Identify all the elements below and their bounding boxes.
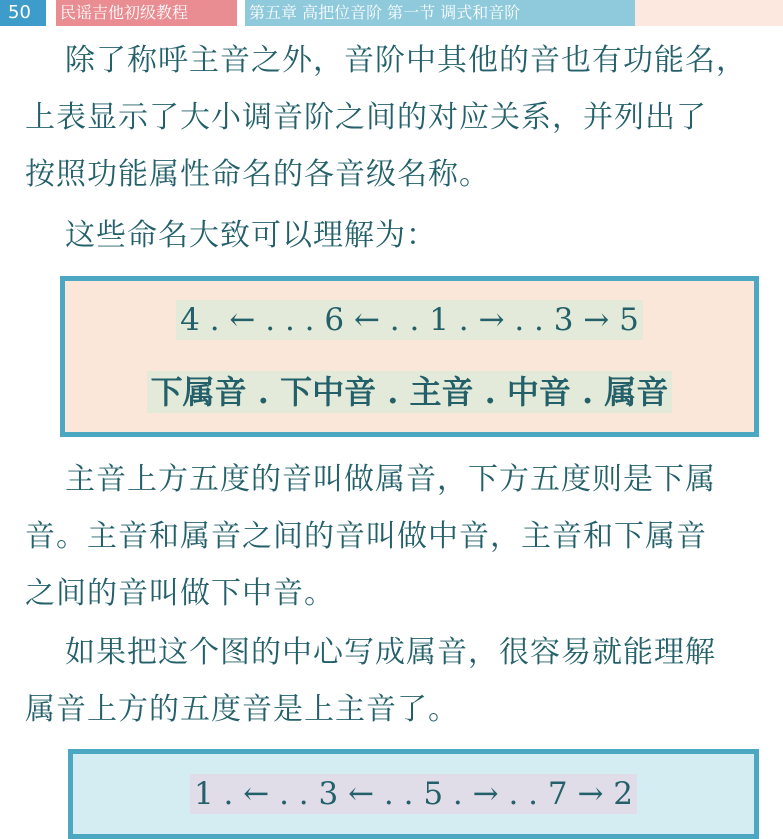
- paragraph-line: 之间的音叫做下中音。: [25, 576, 335, 611]
- page-number: 50: [0, 0, 46, 26]
- paragraph-line: 主音上方五度的音叫做属音，下方五度则是下属: [65, 462, 716, 497]
- scale-degree-sequence: [65, 302, 754, 338]
- paragraph-line: 按照功能属性命名的各音级名称。: [25, 157, 490, 192]
- paragraph-line: 除了称呼主音之外，音阶中其他的音也有功能名，: [65, 43, 747, 78]
- page-header: [0, 0, 783, 26]
- header-decoration: [635, 0, 783, 26]
- degree-names-box: [60, 276, 759, 437]
- paragraph-line: 这些命名大致可以理解为：: [65, 218, 437, 253]
- paragraph-line: 属音上方的五度音是上主音了。: [25, 692, 459, 727]
- paragraph-line: 音。主音和属音之间的音叫做中音，主音和下属音: [25, 519, 707, 554]
- dominant-centered-box: [68, 749, 759, 839]
- book-title: 民谣吉他初级教程: [56, 0, 237, 26]
- scale-degree-sequence: [73, 776, 754, 812]
- scale-degree-numbers: 4 . ← . . . 6 ← . . 1 . → . . 3 → 5: [176, 300, 643, 340]
- chapter-title: 第五章 高把位音阶 第一节 调式和音阶: [245, 0, 635, 26]
- scale-degree-names: 下属音 . 下中音 . 主音 . 中音 . 属音: [147, 371, 673, 413]
- scale-degree-name-sequence: [65, 367, 754, 413]
- scale-degree-numbers: 1 . ← . . 3 ← . . 5 . → . . 7 → 2: [190, 774, 637, 814]
- paragraph-line: 如果把这个图的中心写成属音，很容易就能理解: [65, 635, 716, 670]
- paragraph-line: 上表显示了大小调音阶之间的对应关系，并列出了: [25, 100, 707, 135]
